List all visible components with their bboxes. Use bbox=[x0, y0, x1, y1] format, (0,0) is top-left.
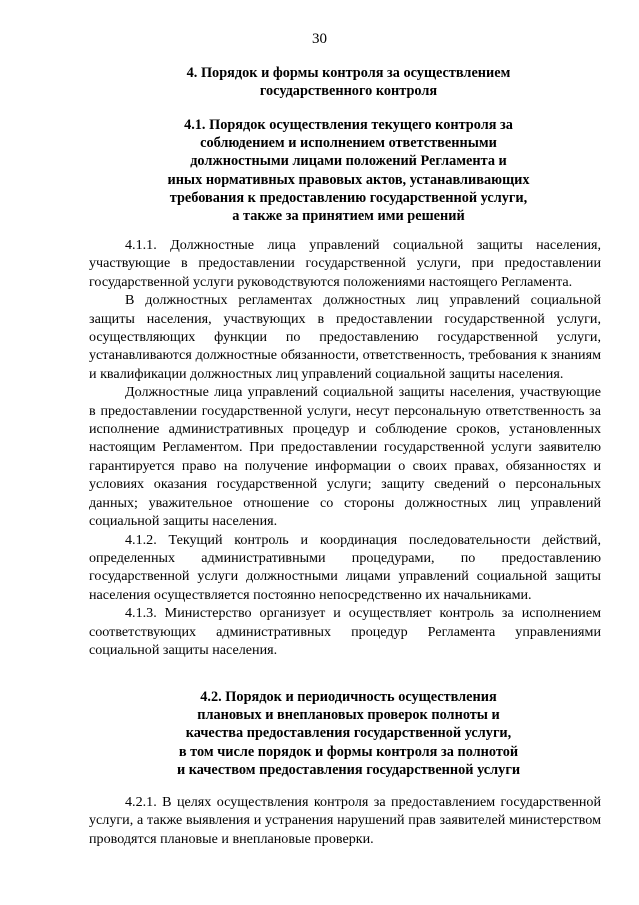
heading-line: и качеством предоставления государственной услуги bbox=[176, 761, 521, 778]
heading-line: 4. Порядок и формы контроля за осуществлением bbox=[186, 65, 511, 81]
paragraph-personal-responsibility: Должностные лица управлений социальной защиты населения, участвующие в предоставлении государственной услуги, несут персональную ответственность за исполнение административных процедур и соблюдение сроков, установленных настоящим Регламентом. При предоставлении государственной услуги заявителю гарантируется право на получение информации о своих правах, обязанностях и условиях оказания государственной услуги; защиту сведений о персональных данных; уважительное отношение со стороны должностных лиц управлений социальной защиты населения. bbox=[89, 384, 601, 530]
heading-line: требования к предоставлению государственной услуги, bbox=[169, 189, 528, 206]
section-4-2-heading bbox=[80, 688, 617, 779]
heading-line: должностными лицами положений Регламента и bbox=[190, 153, 507, 170]
heading-line: качества предоставления государственной услуги, bbox=[185, 725, 512, 742]
heading-line: а также за принятием ими решений bbox=[232, 208, 465, 225]
section-4-heading bbox=[80, 64, 617, 100]
page-number: 30 bbox=[312, 31, 327, 47]
heading-line: 4.1. Порядок осуществления текущего контроля за bbox=[184, 117, 513, 133]
paragraph-4-1-3: 4.1.3. Министерство организует и осуществляет контроль за исполнением соответствующих административных процедур Регламента управлениями социальной защиты населения. bbox=[89, 605, 601, 658]
paragraph-4-1-2: 4.1.2. Текущий контроль и координация последовательности действий, определенных административными процедурами, по предоставлению государственной услуги должностными лицами управлений социальной защиты населения осуществляется постоянно непосредственно их начальниками. bbox=[89, 531, 601, 603]
section-4-2-body bbox=[89, 793, 601, 848]
heading-line: иных нормативных правовых актов, устанавливающих bbox=[167, 171, 530, 188]
heading-line: государственного контроля bbox=[259, 83, 438, 100]
heading-line: 4.2. Порядок и периодичность осуществления bbox=[200, 689, 497, 705]
section-4-1-body bbox=[89, 236, 601, 659]
paragraph-4-1-1: 4.1.1. Должностные лица управлений социальной защиты населения, участвующие в предоставлении государственной услуги, при предоставлении государственной услуги руководствуются положениями настоящего Регламента. bbox=[89, 237, 601, 290]
heading-line: в том числе порядок и формы контроля за полнотой bbox=[178, 743, 519, 760]
heading-line: соблюдением и исполнением ответственными bbox=[200, 135, 497, 152]
section-4-1-heading bbox=[80, 116, 617, 225]
paragraph-job-regulations: В должностных регламентах должностных лиц управлений социальной защиты населения, участвующих в предоставлении государственной услуги, осуществляющих функции по предоставлению государственной услуги, устанавливаются должностные обязанности, ответственность, требования к знаниям и квалификации должностных лиц управлений социальной защиты населения. bbox=[89, 292, 601, 382]
paragraph-4-2-1: 4.2.1. В целях осуществления контроля за предоставлением государственной услуги, а также выявления и устранения нарушений прав заявителей министерством проводятся плановые и внеплановые проверки. bbox=[89, 794, 601, 847]
heading-line: плановых и внеплановых проверок полноты и bbox=[197, 707, 500, 724]
